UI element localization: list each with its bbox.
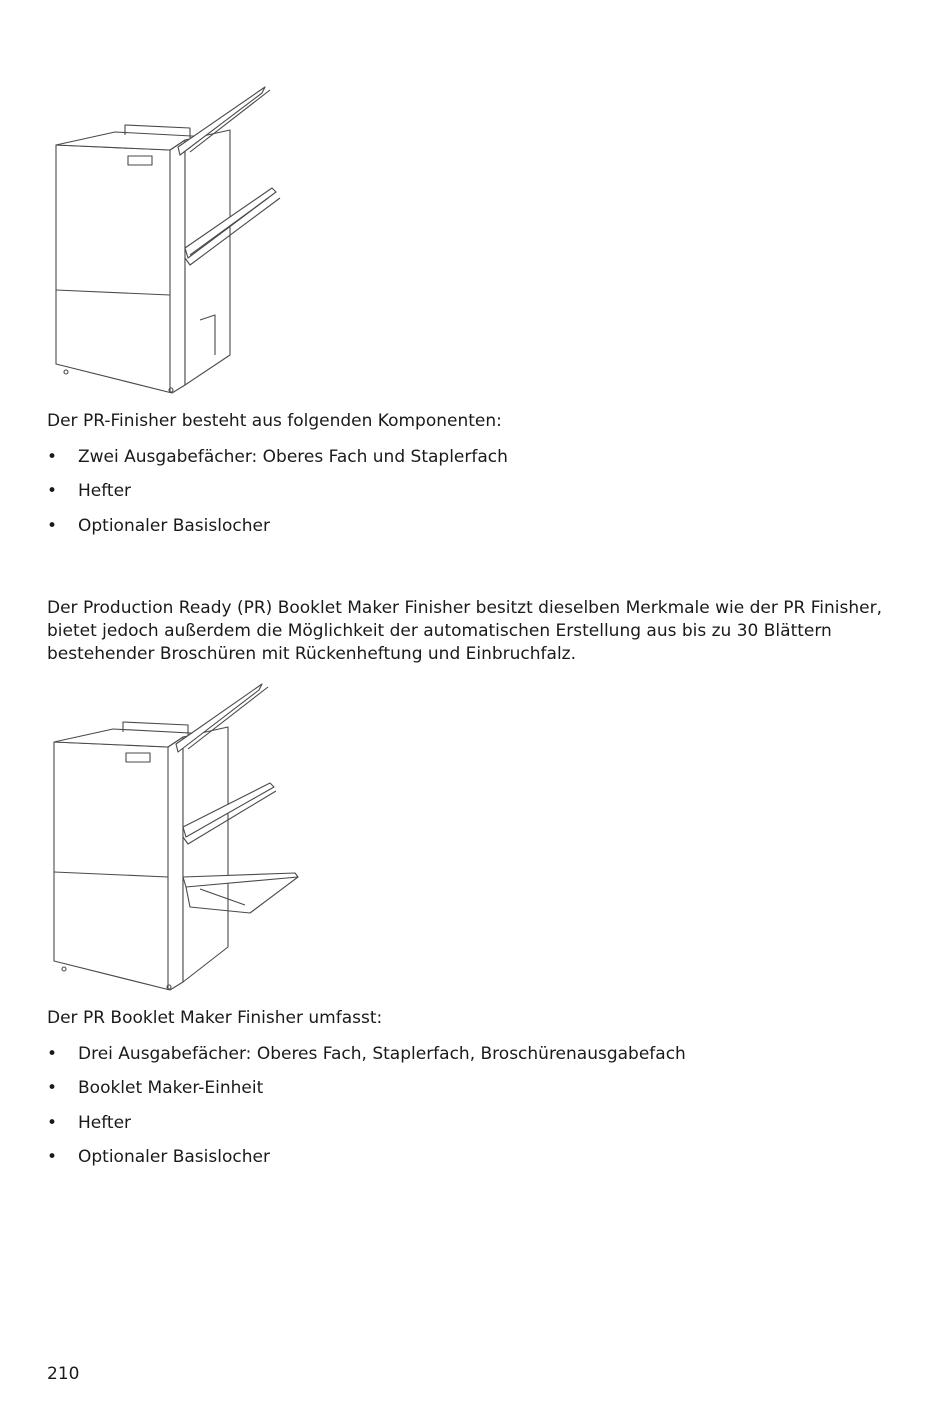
bullet-glyph: • bbox=[47, 447, 58, 467]
list-item bbox=[47, 480, 508, 514]
bullet-glyph: • bbox=[47, 1112, 58, 1133]
list-item-text: Hefter bbox=[78, 1112, 132, 1133]
bullet-glyph: • bbox=[47, 515, 58, 536]
pr-finisher-illustration bbox=[40, 80, 290, 396]
bullet-glyph: • bbox=[47, 481, 58, 502]
list-item-text: Drei Ausgabefächer: Oberes Fach, Staplerfach, Broschürenausgabefach bbox=[78, 1044, 686, 1064]
list-item bbox=[47, 1043, 686, 1077]
list-item bbox=[47, 1112, 686, 1146]
list-item-text: Hefter bbox=[78, 481, 132, 502]
bullet-glyph: • bbox=[47, 1078, 58, 1099]
section2-intro: Der PR Booklet Maker Finisher umfasst: bbox=[47, 1008, 383, 1028]
page-number: 210 bbox=[47, 1364, 80, 1384]
list-item bbox=[47, 515, 508, 549]
list-item-text: Optionaler Basislocher bbox=[78, 515, 270, 536]
list-item-text: Zwei Ausgabefächer: Oberes Fach und Staplerfach bbox=[78, 447, 508, 467]
section1-component-list bbox=[47, 446, 508, 549]
list-item bbox=[47, 1077, 686, 1111]
list-item bbox=[47, 1146, 686, 1180]
section2-component-list bbox=[47, 1043, 686, 1180]
section1-intro: Der PR-Finisher besteht aus folgenden Komponenten: bbox=[47, 411, 502, 431]
bullet-glyph: • bbox=[47, 1146, 58, 1167]
list-item-text: Optionaler Basislocher bbox=[78, 1146, 270, 1167]
list-item bbox=[47, 446, 508, 480]
pr-booklet-maker-finisher-illustration bbox=[40, 677, 305, 993]
bullet-glyph: • bbox=[47, 1044, 58, 1064]
section2-description: Der Production Ready (PR) Booklet Maker Finisher besitzt dieselben Merkmale wie der PR Finisher, bietet jedoch außerdem die Möglichkeit der automatischen Erstellung aus bis zu 30 Blättern bestehender Broschüren mit Rückenheftung und Einbruchfalz. bbox=[47, 598, 882, 664]
list-item-text: Booklet Maker-Einheit bbox=[78, 1078, 264, 1099]
